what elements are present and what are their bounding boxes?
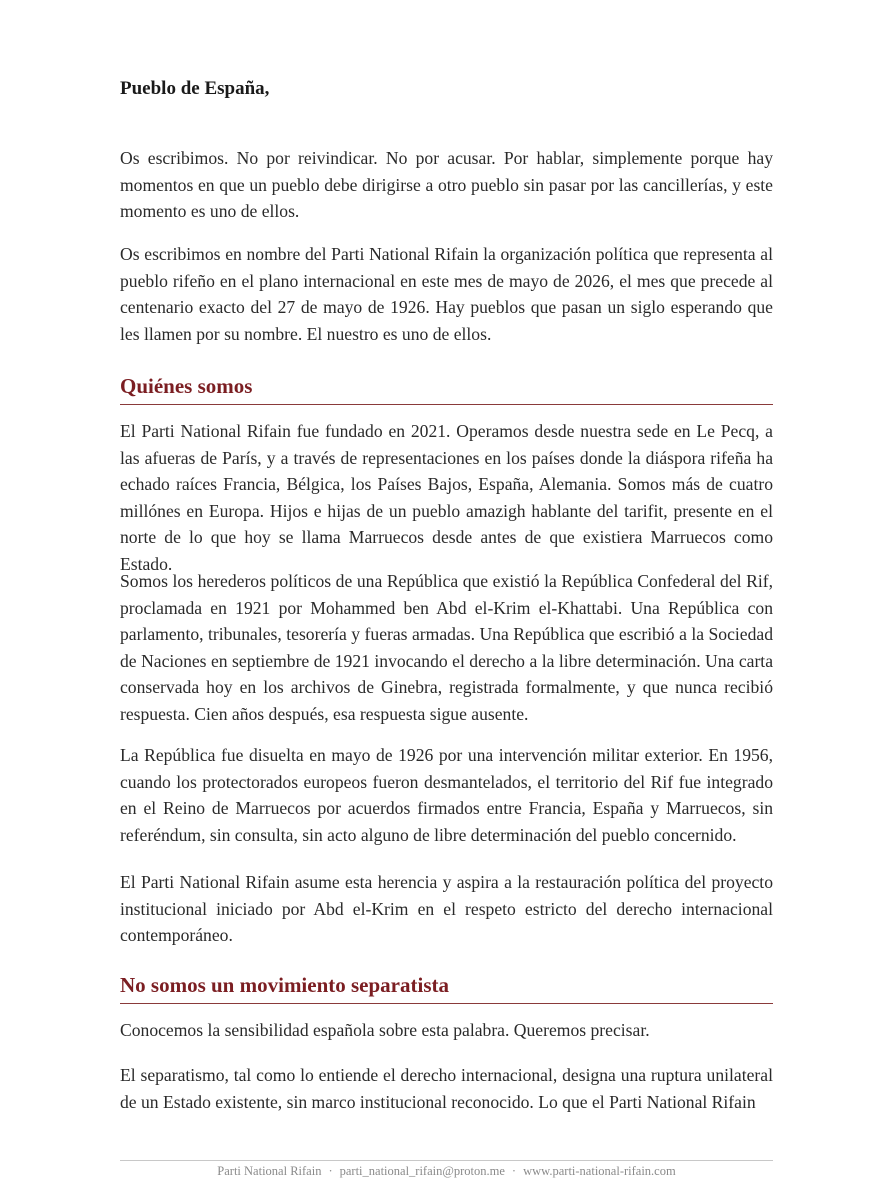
intro-paragraph-2: Os escribimos en nombre del Parti National Rifain la organización política que representa al pueblo rifeño en el plano internacional en este mes de mayo de 2026, el mes que precede al centenario exacto del 27 de mayo de 1926. Hay pueblos que pasan un siglo esperando que les llamen por su nombre. El nuestro es uno de ellos. <box>120 244 773 344</box>
document-page <box>120 0 773 1200</box>
section1-paragraph-2: Somos los herederos políticos de una República que existió la República Confederal del Rif, proclamada en 1921 por Mohammed ben Abd el-Krim el-Khattabi. Una República con parlamento, tribunales, tesorería y fueras armadas. Una República que escribió a la Sociedad de Naciones en septiembre de 1921 invocando el derecho a la libre determinación. Una carta conservada hoy en los archivos de Ginebra, registrada formalmente, y que nunca recibió respuesta. Cien años después, esa respuesta sigue ausente. <box>120 571 773 724</box>
section-divider <box>120 404 773 405</box>
section-heading-no-separatista: No somos un movimiento separatista <box>120 973 449 997</box>
footer-org: Parti National Rifain <box>217 1164 322 1178</box>
section1-paragraph-4: El Parti National Rifain asume esta herencia y aspira a la restauración política del proyecto institucional iniciado por Abd el-Krim en el respeto estricto del derecho internacional contemporáneo. <box>120 872 773 945</box>
footer-separator: · <box>511 1164 517 1178</box>
intro-paragraph-1: Os escribimos. No por reivindicar. No por acusar. Por hablar, simplemente porque hay momentos en que un pueblo debe dirigirse a otro pueblo sin pasar por las cancillerías, y este momento es uno de ellos. <box>120 148 773 221</box>
page-footer <box>120 1164 773 1179</box>
section-heading-quienes-somos: Quiénes somos <box>120 374 253 398</box>
footer-divider <box>120 1160 773 1161</box>
footer-separator: · <box>328 1164 333 1178</box>
section-divider <box>120 1003 773 1004</box>
section1-paragraph-3: La República fue disuelta en mayo de 1926 por una intervención militar exterior. En 1956, cuando los protectorados europeos fueron desmantelados, el territorio del Rif fue integrado en el Reino de Marruecos por acuerdos firmados entre Francia, España y Marruecos, sin referéndum, sin consulta, sin acto alguno de libre determinación del pueblo concernido. <box>120 745 773 845</box>
footer-email[interactable]: parti_national_rifain@proton.me <box>339 1164 505 1178</box>
section2-paragraph-2: El separatismo, tal como lo entiende el derecho internacional, designa una ruptura unilateral de un Estado existente, sin marco institucional reconocido. Lo que el Parti National Rifain <box>120 1065 773 1112</box>
section1-paragraph-1: El Parti National Rifain fue fundado en 2021. Operamos desde nuestra sede en Le Pecq, a las afueras de París, y a través de representaciones en los países donde la diáspora rifeña ha echado raíces Francia, Bélgica, los Países Bajos, España, Alemania. Somos más de cuatro millónes en Europa. Hijos e hijas de un pueblo amazigh hablante del tarifit, presente en el norte de lo que hoy se llama Marruecos desde antes de que existiera Marruecos como Estado. <box>120 421 773 574</box>
section2-paragraph-1: Conocemos la sensibilidad española sobre esta palabra. Queremos precisar. <box>120 1020 650 1040</box>
greeting: Pueblo de España, <box>120 78 270 99</box>
footer-website[interactable]: www.parti-national-rifain.com <box>523 1164 676 1178</box>
